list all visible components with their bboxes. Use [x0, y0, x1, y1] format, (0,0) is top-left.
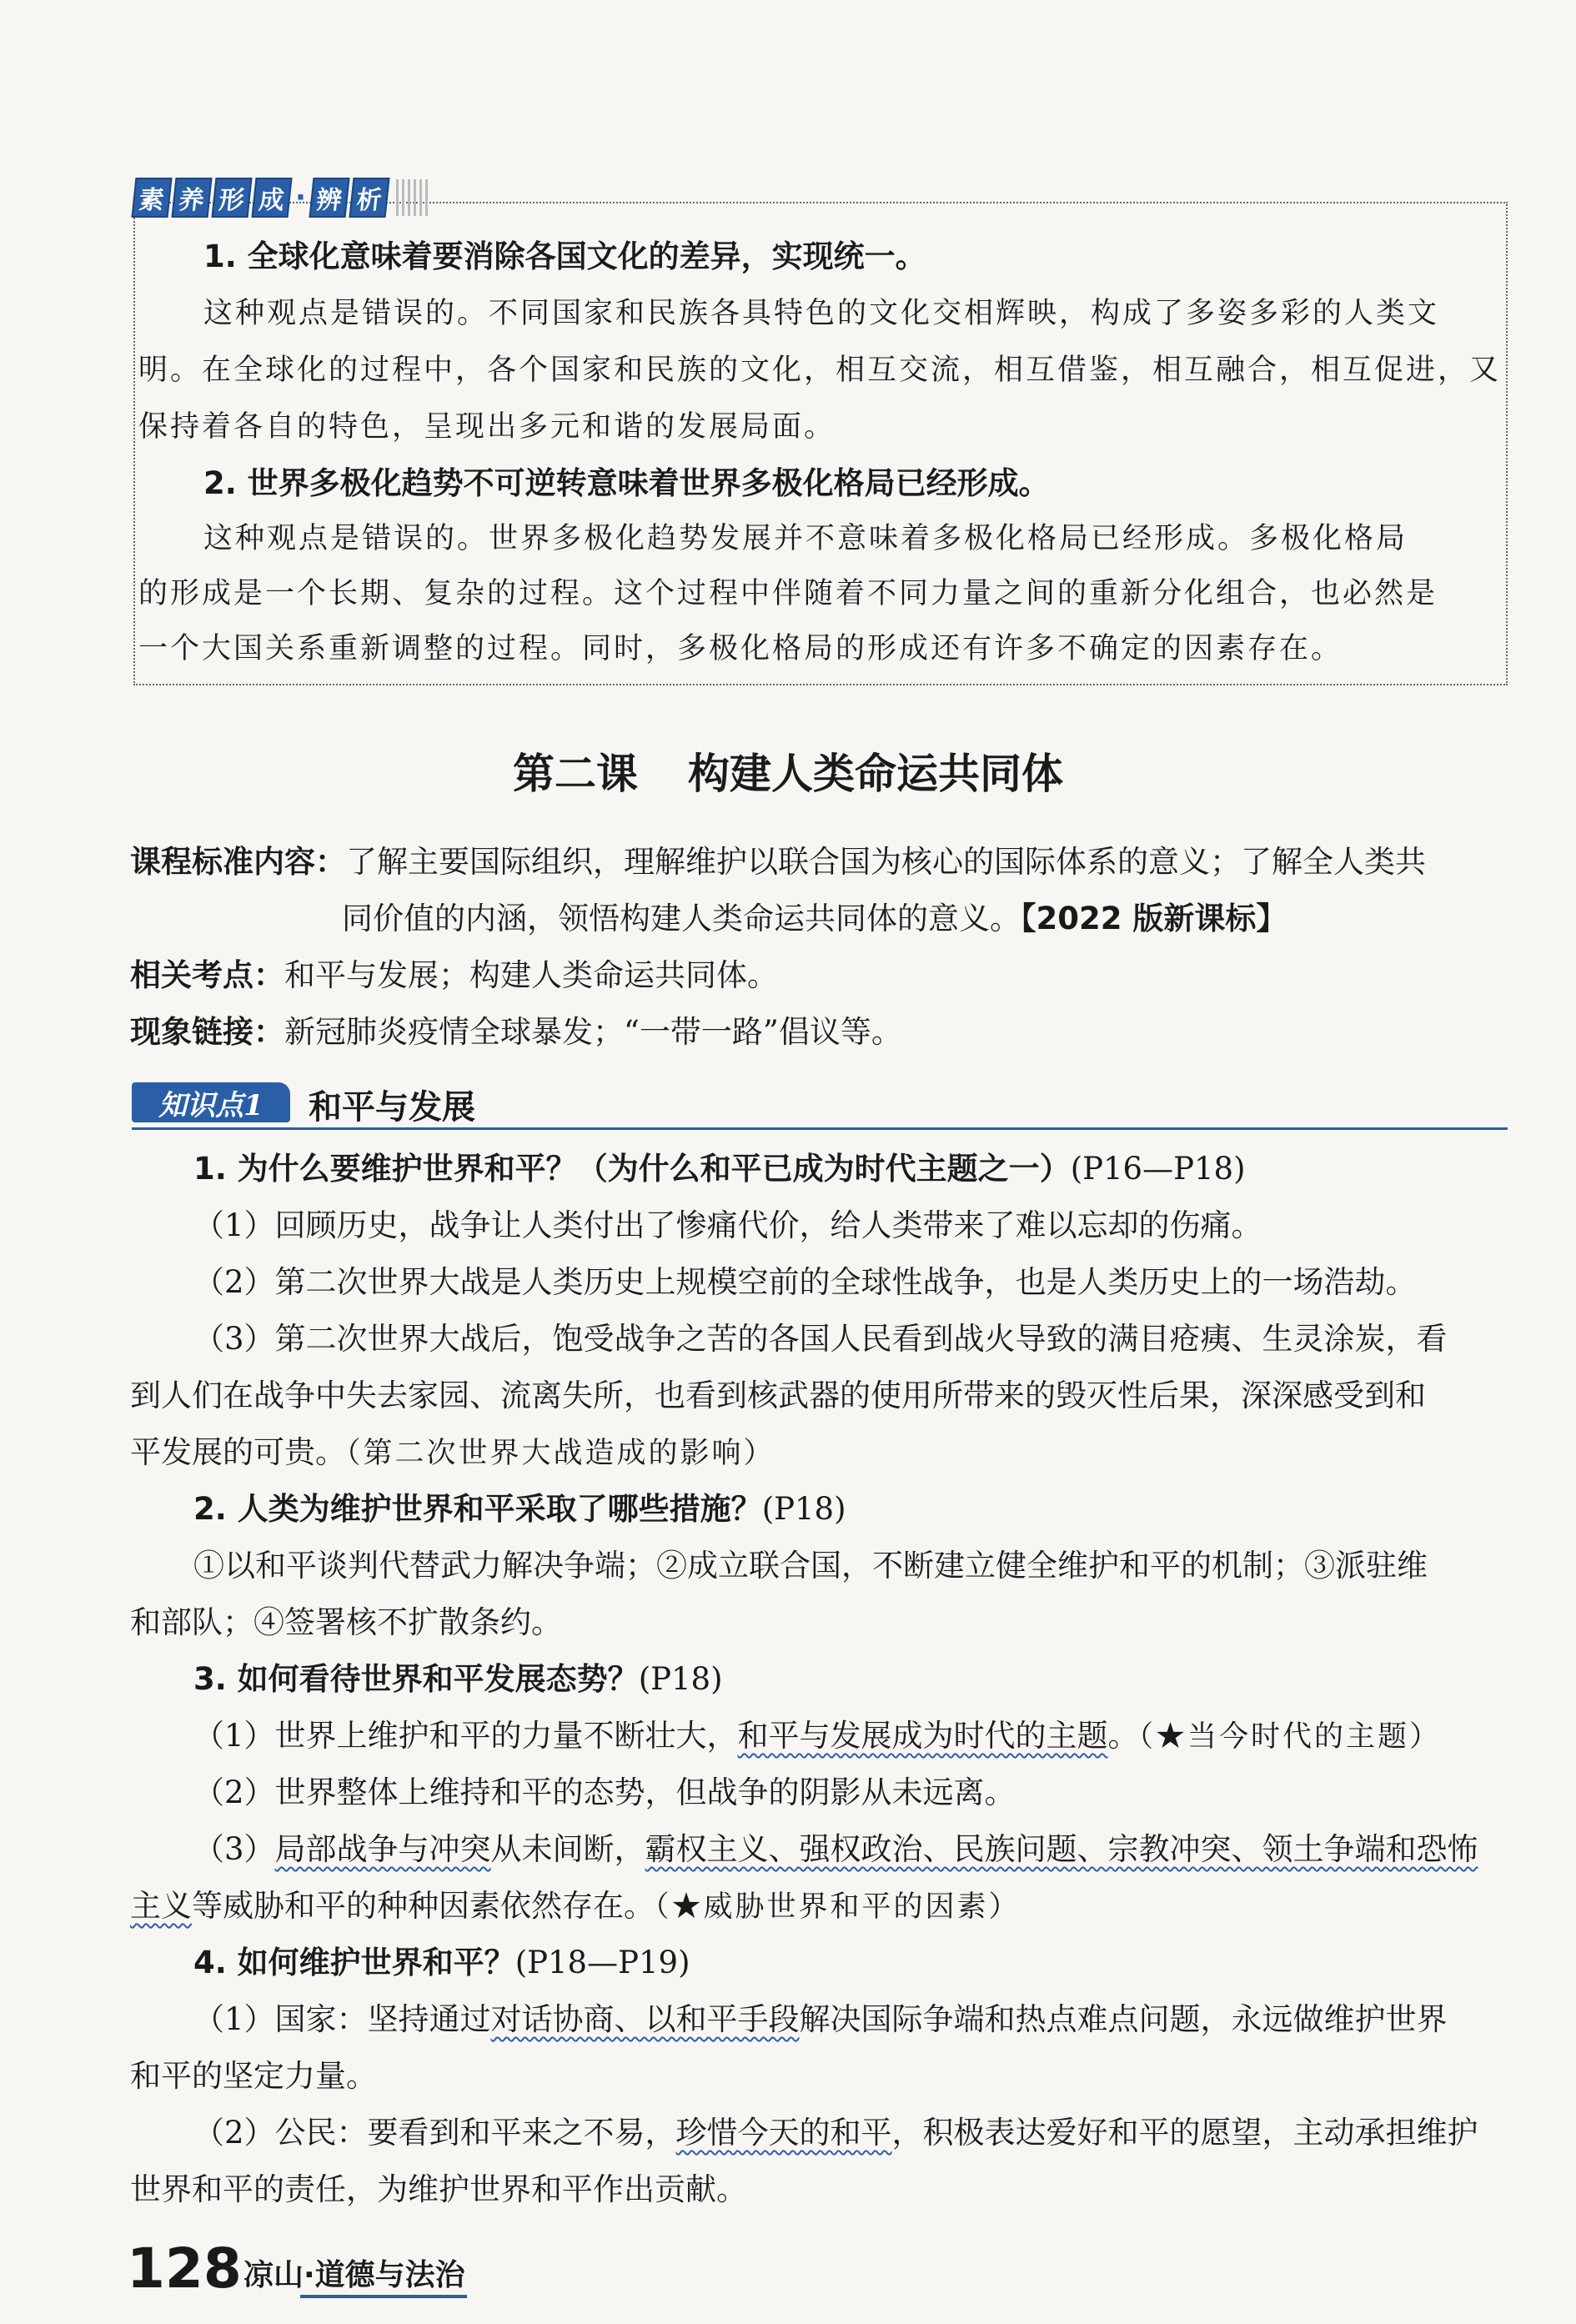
- answer-line: 和平的坚定力量。: [130, 2058, 377, 2094]
- tag-dashes: [396, 179, 429, 216]
- page-number: 128: [127, 2236, 242, 2301]
- knowledge-point-title: 和平与发展: [309, 1088, 475, 1127]
- analysis-q2-title: 2. 世界多极化趋势不可逆转意味着世界多极化格局已经形成。: [203, 465, 1050, 501]
- answer-line: 到人们在战争中失去家园、流离失所，也看到核武器的使用所带来的毁灭性后果，深深感受到和: [130, 1378, 1426, 1413]
- tag-char: 素: [131, 178, 172, 218]
- answer-line: 世界和平的责任，为维护世界和平作出贡献。: [130, 2171, 747, 2207]
- key-phrase: 和平与发展成为时代的主题: [737, 1718, 1108, 1754]
- answer-line: 和部队；④签署核不扩散条约。: [130, 1604, 562, 1640]
- tag-dot: ·: [295, 181, 306, 214]
- question-title: 2. 人类为维护世界和平采取了哪些措施？(P18): [193, 1491, 846, 1527]
- key-phrase: 对话协商、以和平手段: [490, 2001, 800, 2037]
- tag-char: 养: [171, 178, 212, 218]
- analysis-q1-title: 1. 全球化意味着要消除各国文化的差异，实现统一。: [203, 238, 926, 274]
- answer-line: （1）回顾历史，战争让人类付出了惨痛代价，给人类带来了难以忘却的伤痛。: [193, 1207, 1262, 1243]
- standard-line-1: [130, 842, 1426, 882]
- page-ref: (P16—P18): [1070, 1151, 1246, 1187]
- analysis-q1-line: 这种观点是错误的。不同国家和民族各具特色的文化交相辉映，构成了多姿多彩的人类文: [203, 297, 1440, 330]
- analysis-q2-line: 的形成是一个长期、复杂的过程。这个过程中伴随着不同力量之间的重新分化组合，也必然是: [138, 577, 1438, 610]
- answer-line: （3）第二次世界大战后，饱受战争之苦的各国人民看到战火导致的满目疮痍、生灵涂炭，看: [193, 1321, 1448, 1357]
- standard-tag: 【2022 版新课标】: [1021, 901, 1287, 936]
- key-phrase: 局部战争与冲突: [274, 1831, 491, 1867]
- knowledge-point-badge: 知识点1: [132, 1082, 290, 1122]
- standard-label: 课程标准内容：: [130, 844, 346, 880]
- analysis-q2-line: 一个大国关系重新调整的过程。同时，多极化格局的形成还有许多不确定的因素存在。: [138, 632, 1343, 665]
- phenomena-link: 现象链接：新冠肺炎疫情全球暴发；“一带一路”倡议等。: [130, 1014, 902, 1050]
- standard-text: 了解主要国际组织，理解维护以联合国为核心的国际体系的意义；了解全人类共: [346, 844, 1426, 880]
- analysis-q1-line: 明。在全球化的过程中，各个国家和民族的文化，相互交流，相互借鉴，相互融合，相互促进，又: [138, 354, 1502, 387]
- tag-char: 辨: [309, 178, 349, 218]
- answer-line: 主义等威胁和平的种种因素依然存在。（★威胁世界和平的因素）: [130, 1888, 1021, 1924]
- page-ref: (P18): [761, 1491, 846, 1527]
- question-title: 4. 如何维护世界和平？(P18—P19): [193, 1945, 690, 1980]
- page-ref: (P18): [638, 1661, 723, 1697]
- lesson-title: [0, 740, 1576, 801]
- note: （★当今时代的主题）: [1138, 1720, 1442, 1754]
- answer-line: （2）公民：要看到和平来之不易，珍惜今天的和平，积极表达爱好和平的愿望，主动承担维护: [193, 2115, 1478, 2151]
- key-phrase: 珍惜今天的和平: [675, 2115, 892, 2151]
- footer-title: 凉山·道德与法治: [243, 2258, 465, 2292]
- answer-line: 平发展的可贵。（第二次世界大战造成的影响）: [130, 1434, 775, 1470]
- answer-line: （1）国家：坚持通过对话协商、以和平手段解决国际争端和热点难点问题，永远做维护世界: [193, 2001, 1448, 2037]
- phenomena-label: 现象链接：: [130, 1014, 284, 1050]
- footer-underline: [300, 2295, 467, 2298]
- note: （第二次世界大战造成的影响）: [346, 1437, 775, 1470]
- answer-line: （2）世界整体上维持和平的态势，但战争的阴影从未远离。: [193, 1774, 1016, 1810]
- analysis-tag: [133, 177, 429, 218]
- analysis-q2-line: 这种观点是错误的。世界多极化趋势发展并不意味着多极化格局已经形成。多极化格局: [203, 522, 1408, 555]
- question-title: 1. 为什么要维护世界和平？（为什么和平已成为时代主题之一）(P16—P18): [193, 1151, 1246, 1187]
- answer-line: （2）第二次世界大战是人类历史上规模空前的全球性战争，也是人类历史上的一场浩劫。: [193, 1264, 1417, 1300]
- answer-line: （3）局部战争与冲突从未间断，霸权主义、强权政治、民族问题、宗教冲突、领土争端和恐怖: [193, 1831, 1478, 1867]
- question-title: 3. 如何看待世界和平发展态势？(P18): [193, 1661, 723, 1697]
- note: （★威胁世界和平的因素）: [655, 1890, 1021, 1924]
- page-ref: (P18—P19): [514, 1945, 690, 1980]
- tag-char: 形: [211, 178, 252, 218]
- section-divider: [132, 1127, 1508, 1130]
- lesson-name: 构建人类命运共同体: [688, 750, 1063, 798]
- key-phrase: 主义: [130, 1888, 192, 1924]
- tag-char: 成: [251, 178, 292, 218]
- analysis-q1-line: 保持着各自的特色，呈现出多元和谐的发展局面。: [138, 410, 836, 444]
- lesson-number: 第二课: [513, 750, 638, 798]
- related-points: 相关考点：和平与发展；构建人类命运共同体。: [130, 957, 778, 993]
- key-phrase: 霸权主义、强权政治、民族问题、宗教冲突、领土争端和恐怖: [645, 1831, 1478, 1867]
- standard-line-2: 同价值的内涵，领悟构建人类命运共同体的意义。【2022 版新课标】: [342, 901, 1287, 936]
- tag-char: 析: [349, 178, 389, 218]
- answer-line: （1）世界上维护和平的力量不断壮大，和平与发展成为时代的主题。（★当今时代的主题）: [193, 1718, 1442, 1754]
- answer-line: ①以和平谈判代替武力解决争端；②成立联合国，不断建立健全维护和平的机制；③派驻维: [193, 1548, 1428, 1584]
- related-label: 相关考点：: [130, 957, 284, 993]
